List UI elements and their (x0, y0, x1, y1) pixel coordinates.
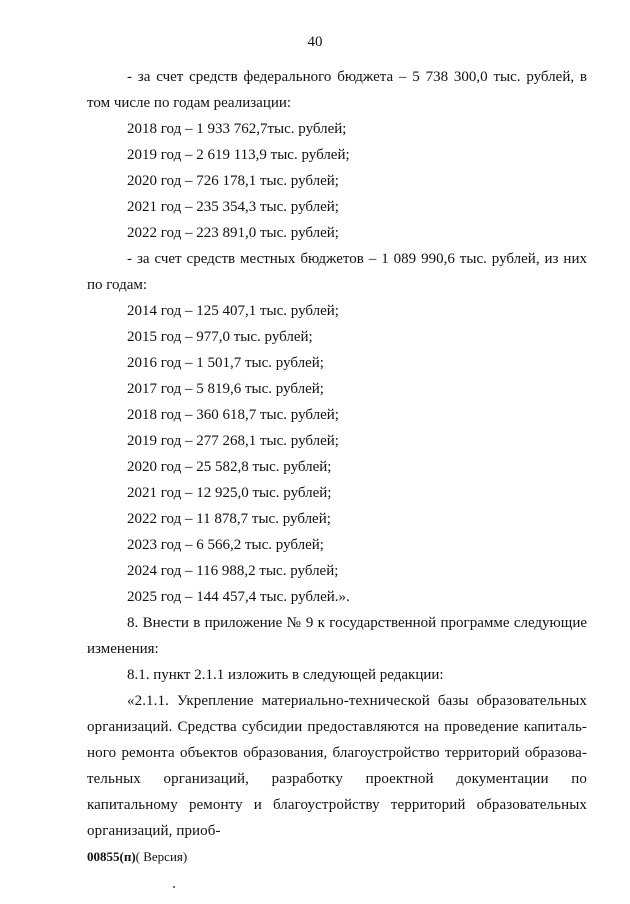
local-year-2018: 2018 год – 360 618,7 тыс. рублей; (127, 407, 339, 423)
document-body (87, 64, 587, 844)
federal-budget-intro: - за счет средств федерального бюджета – 5 738 300,0 тыс. рублей, в том числе по годам реализации: (87, 69, 587, 111)
local-year-2022: 2022 год – 11 878,7 тыс. рублей; (127, 511, 331, 527)
local-year-2016: 2016 год – 1 501,7 тыс. рублей; (127, 355, 324, 371)
local-year-2015: 2015 год – 977,0 тыс. рублей; (127, 329, 313, 345)
local-year-2023: 2023 год – 6 566,2 тыс. рублей; (127, 537, 324, 553)
local-year-2014: 2014 год – 125 407,1 тыс. рублей; (127, 303, 339, 319)
federal-year-2022: 2022 год – 223 891,0 тыс. рублей; (127, 225, 339, 241)
item-2-1-1-paragraph: «2.1.1. Укрепление материально-технической базы образовательных организаций. Средства субсидии предоставляются на проведение капиталь-ного ремонта объектов образования, благоустройство территорий образова-тельных организаций, разработку проектной документации по капитальному ремонту и благоустройству территорий образовательных организаций, приоб- (87, 693, 587, 839)
item-8-1-paragraph: 8.1. пункт 2.1.1 изложить в следующей редакции: (127, 667, 444, 683)
document-version: ( Версия) (135, 849, 188, 864)
local-year-2025: 2025 год – 144 457,4 тыс. рублей.». (127, 589, 350, 605)
document-code: 00855(п) (87, 849, 136, 864)
page-number: 40 (307, 34, 323, 50)
federal-year-2021: 2021 год – 235 354,3 тыс. рублей; (127, 199, 339, 215)
federal-year-2018: 2018 год – 1 933 762,7тыс. рублей; (127, 121, 347, 137)
scan-speck (173, 886, 175, 888)
local-year-2017: 2017 год – 5 819,6 тыс. рублей; (127, 381, 324, 397)
federal-year-2019: 2019 год – 2 619 113,9 тыс. рублей; (127, 147, 350, 163)
local-budget-intro: - за счет средств местных бюджетов – 1 089 990,6 тыс. рублей, из них по годам: (87, 251, 587, 293)
document-footer (87, 849, 187, 865)
federal-year-2020: 2020 год – 726 178,1 тыс. рублей; (127, 173, 339, 189)
local-year-2024: 2024 год – 116 988,2 тыс. рублей; (127, 563, 339, 579)
local-year-2020: 2020 год – 25 582,8 тыс. рублей; (127, 459, 332, 475)
local-year-2019: 2019 год – 277 268,1 тыс. рублей; (127, 433, 339, 449)
item-8-paragraph: 8. Внести в приложение № 9 к государственной программе следующие изменения: (87, 615, 587, 657)
local-year-2021: 2021 год – 12 925,0 тыс. рублей; (127, 485, 332, 501)
